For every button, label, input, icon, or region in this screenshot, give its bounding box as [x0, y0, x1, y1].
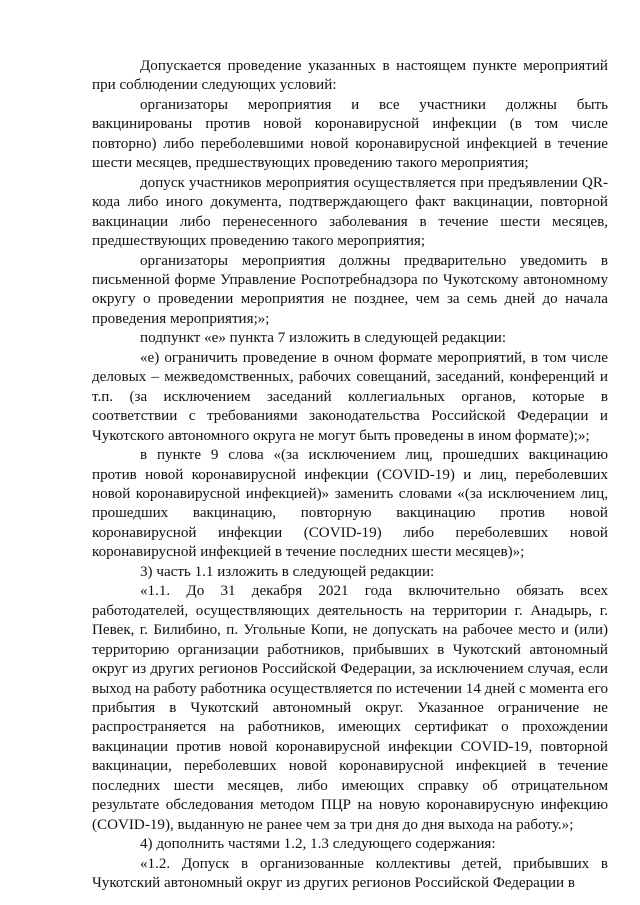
paragraph-conditions-intro: Допускается проведение указанных в настоящем пункте мероприятий при соблюдении следующих условий: [92, 58, 608, 94]
paragraph-subpoint-e-text: «е) ограничить проведение в очном формате мероприятий, в том числе деловых – межведомственных, рабочих совещаний, заседаний, конференций и т.п. (за исключением заседаний коллегиальных органов, которые в соответствии с требованиями законодательства Российской Федерации и Чукотского автономного округа не могут быть проведены в ином формате);»; [92, 349, 608, 444]
paragraph-qr-admission: допуск участников мероприятия осуществляется при предъявлении QR-кода либо иного документа, подтверждающего факт вакцинации, повторной вакцинации либо перенесенного заболевания в течение шести месяцев, предшествующих проведению такого мероприятия; [92, 174, 608, 250]
paragraph-point-9-replacement: в пункте 9 слова «(за исключением лиц, прошедших вакцинацию против новой коронавирусной инфекции (COVID-19) и лиц, переболевших новой коронавирусной инфекцией)» заменить словами «(за исключением лиц, прошедших вакцинацию, повторную вакцинацию против новой коронавирусной инфекции (COVID-19) либо переболевших новой коронавирусной инфекцией в течение последних шести месяцев)»; [92, 447, 608, 561]
paragraph-notify-rospotrebnadzor: организаторы мероприятия должны предварительно уведомить в письменной форме Управление Роспотребнадзора по Чукотскому автономному округу о проведении мероприятия не позднее, чем за семь дней до начала проведения мероприятия;»; [92, 252, 608, 327]
paragraph-organizers-vaccinated: организаторы мероприятия и все участники должны быть вакцинированы против новой коронавирусной инфекции (в том числе повторно) либо переболевшими новой коронавирусной инфекцией в течение шести месяцев, предшествующих проведению такого мероприятия; [92, 96, 608, 172]
paragraph-part-1-1-text: «1.1. До 31 декабря 2021 года включительно обязать всех работодателей, осуществляющих деятельность на территории г. Анадырь, г. Певек, г. Билибино, п. Угольные Копи, не допускать на рабочее место и (или) территорию организации работников, прибывших в Чукотский автономный округ из других регионов Российской Федерации, за исключением случая, если выход на работу работника осуществляется по истечении 14 дней с момента его прибытия в Чукотский автономный округ. Указанное ограничение не распространяется на работников, имеющих сертификат о прохождении вакцинации против новой коронавирусной инфекции COVID-19, повторной вакцинации, переболевших новой коронавирусной инфекцией в течение последних шести месяцев, либо имеющих справку об отрицательном результате обследования методом ПЦР на новую коронавирусную инфекцию (COVID-19), выданную не ранее чем за три дня до дня выхода на работу.»; [92, 583, 608, 833]
paragraph-part-1-1-intro: 3) часть 1.1 изложить в следующей редакции: [140, 563, 435, 580]
paragraph-part-1-2-text: «1.2. Допуск в организованные коллективы детей, прибывших в Чукотский автономный округ из других регионов Российской Федерации в [92, 855, 608, 892]
paragraph-parts-1-2-1-3-intro: 4) дополнить частями 1.2, 1.3 следующего содержания: [140, 836, 496, 853]
paragraph-subpoint-e-intro: подпункт «е» пункта 7 изложить в следующей редакции: [140, 330, 507, 347]
